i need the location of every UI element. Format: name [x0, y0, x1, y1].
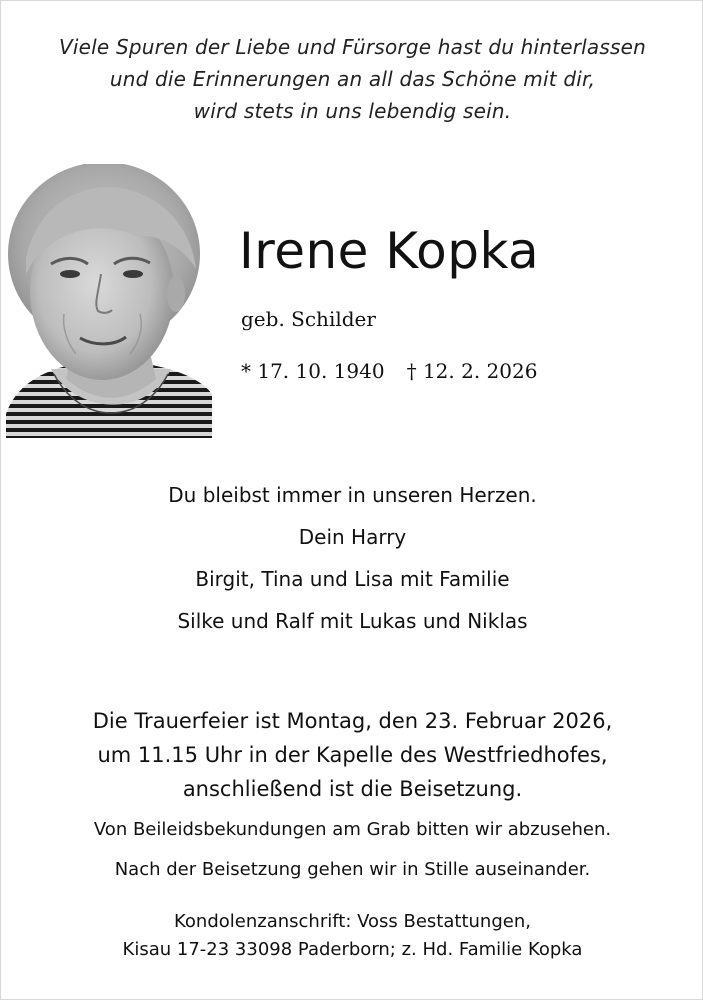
mourner-line-3: Silke und Ralf mit Lukas und Niklas: [177, 609, 528, 633]
birth-date: * 17. 10. 1940: [241, 359, 385, 383]
mourner-line-2: Birgit, Tina und Lisa mit Familie: [195, 567, 510, 591]
condolence-request: Von Beileidsbekundungen am Grab bitten wir abzusehen.: [93, 819, 612, 840]
memorial-verse: [1, 31, 703, 127]
verse-line-2: und die Erinnerungen an all das Schöne mit dir,: [109, 67, 596, 91]
deceased-name: Irene Kopka: [239, 222, 540, 280]
address-line-2: Kisau 17-23 33098 Paderborn; z. Hd. Familie Kopka: [122, 939, 583, 960]
maiden-name: geb. Schilder: [241, 307, 376, 331]
requests-block: [1, 816, 703, 896]
ceremony-line-2: um 11.15 Uhr in der Kapelle des Westfriedhofes,: [97, 743, 608, 767]
silence-note: Nach der Beisetzung gehen wir in Stille auseinander.: [114, 859, 591, 880]
death-date: † 12. 2. 2026: [406, 359, 538, 383]
verse-line-1: Viele Spuren der Liebe und Fürsorge hast du hinterlassen: [59, 35, 646, 59]
mourner-line-1: Dein Harry: [298, 525, 407, 549]
farewell-line: Du bleibst immer in unseren Herzen.: [168, 483, 537, 507]
condolence-address: [1, 908, 703, 964]
verse-line-3: wird stets in uns lebendig sein.: [193, 99, 512, 123]
portrait-photo: [6, 164, 212, 438]
address-line-1: Kondolenzanschrift: Voss Bestattungen,: [174, 911, 531, 932]
ceremony-line-1: Die Trauerfeier ist Montag, den 23. Februar 2026,: [92, 709, 613, 733]
ceremony-line-3: anschließend ist die Beisetzung.: [182, 777, 523, 801]
mourners-block: [1, 479, 703, 647]
life-dates: [241, 357, 537, 385]
ceremony-info: [1, 704, 703, 806]
